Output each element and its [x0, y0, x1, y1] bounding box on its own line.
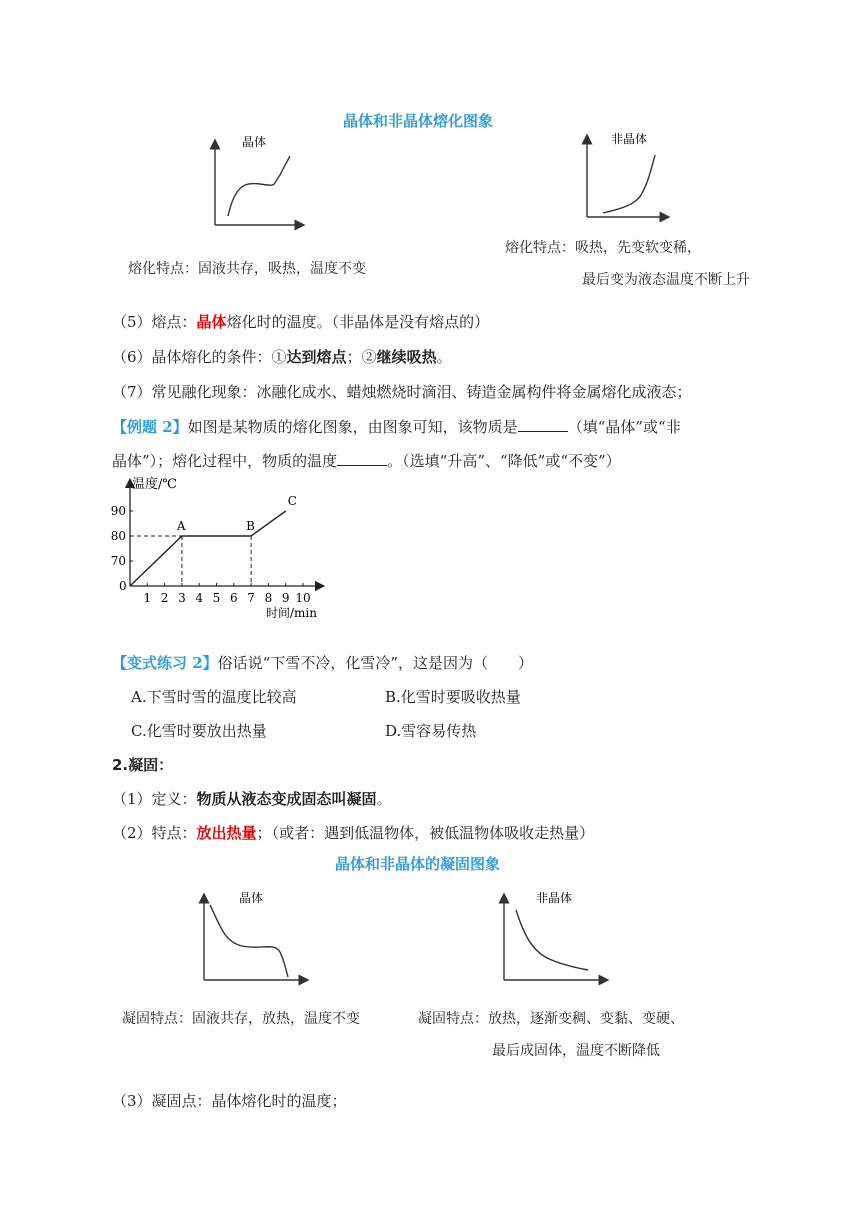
answer-blank-2[interactable] — [337, 451, 387, 466]
example-2-tag: 【例题 2】 — [112, 418, 188, 436]
chart-origin-label: 0 — [119, 579, 127, 593]
chart-x-tick-label: 9 — [281, 591, 290, 605]
crystal-melting-caption: 熔化特点：固液共存，吸热，温度不变 — [128, 261, 366, 277]
amorphous-melting-label: 非晶体 — [611, 132, 648, 146]
solidify-feature: （2）特点：放出热量；（或者：遇到低温物体，被低温物体吸收走热量） — [112, 824, 595, 842]
chart-y-tick-label: 70 — [110, 554, 126, 568]
variant-2-tag: 【变式练习 2】 — [112, 654, 218, 672]
option-b[interactable]: B.化雪时要吸收热量 — [385, 688, 521, 706]
chart-x-tick-label: 4 — [195, 591, 204, 605]
chart-x-axis-label: 时间/min — [266, 606, 317, 620]
crystal-solidify-graph — [192, 880, 312, 990]
solidify-definition: （1）定义：物质从液态变成固态叫凝固。 — [112, 790, 392, 808]
chart-y-tick-label: 80 — [110, 529, 126, 543]
chart-x-tick-label: 8 — [264, 591, 273, 605]
crystal-melting-label: 晶体 — [242, 135, 267, 149]
amorphous-melting-caption-1: 熔化特点：吸热，先变软变稀， — [505, 240, 701, 256]
amorphous-solidify-graph — [492, 880, 612, 990]
solidify-point: （3）凝固点：晶体熔化时的温度； — [112, 1092, 347, 1110]
item-melting-point: （5）熔点：晶体熔化时的温度。（非晶体是没有熔点的） — [112, 313, 490, 331]
chart-point-label-c: C — [287, 494, 297, 508]
answer-blank-1[interactable] — [518, 417, 568, 432]
option-d[interactable]: D.雪容易传热 — [385, 722, 477, 740]
crystal-solidify-label: 晶体 — [239, 891, 264, 905]
option-a[interactable]: A.下雪时雪的温度比较高 — [131, 688, 297, 706]
item-melting-phenomena: （7）常见融化现象：冰融化成水、蜡烛燃烧时滴泪、铸造金属构件将金属熔化成液态； — [112, 383, 692, 401]
chart-y-tick-label: 90 — [110, 504, 126, 518]
crystal-solidify-caption: 凝固特点：固液共存，放热，温度不变 — [122, 1011, 360, 1027]
amorphous-solidify-caption-2: 最后成固体，温度不断降低 — [492, 1043, 660, 1059]
chart-x-tick-label: 6 — [229, 591, 238, 605]
amorphous-solidify-caption-1: 凝固特点：放热，逐渐变稠、变黏、变硬、 — [418, 1011, 684, 1027]
example-2-line-1: 【例题 2】如图是某物质的熔化图象，由图象可知，该物质是 （填“晶体”或“非 — [112, 418, 681, 436]
variant-2-question: 【变式练习 2】俗话说“下雪不冷，化雪冷”，这是因为（ ） — [112, 654, 534, 672]
crystal-melting-graph — [200, 130, 310, 235]
example-2-line-2: 晶体”）；熔化过程中，物质的温度 。（选填“升高”、“降低”或“不变”） — [112, 452, 621, 470]
chart-point-label-a: A — [176, 519, 186, 533]
solidify-heading: 2.凝固： — [112, 756, 174, 774]
melting-chart — [110, 475, 340, 625]
item-melting-conditions: （6）晶体熔化的条件：①达到熔点；②继续吸热。 — [112, 348, 452, 366]
amorphous-melting-graph — [575, 125, 675, 225]
solidify-title: 晶体和非晶体的凝固图象 — [335, 855, 501, 873]
chart-x-tick-label: 10 — [295, 591, 311, 605]
chart-x-tick-label: 1 — [143, 591, 152, 605]
amorphous-melting-caption-2: 最后变为液态温度不断上升 — [582, 272, 750, 288]
chart-x-tick-label: 7 — [247, 591, 255, 605]
chart-point-label-b: B — [246, 519, 255, 533]
option-c[interactable]: C.化雪时要放出热量 — [131, 722, 267, 740]
chart-x-tick-label: 2 — [160, 591, 169, 605]
melting-title: 晶体和非晶体熔化图象 — [343, 112, 494, 130]
chart-y-axis-label: 温度/℃ — [132, 477, 177, 492]
chart-x-tick-label: 3 — [178, 591, 186, 605]
chart-series-line — [130, 511, 286, 586]
amorphous-solidify-label: 非晶体 — [536, 891, 573, 905]
chart-x-tick-label: 5 — [212, 591, 221, 605]
